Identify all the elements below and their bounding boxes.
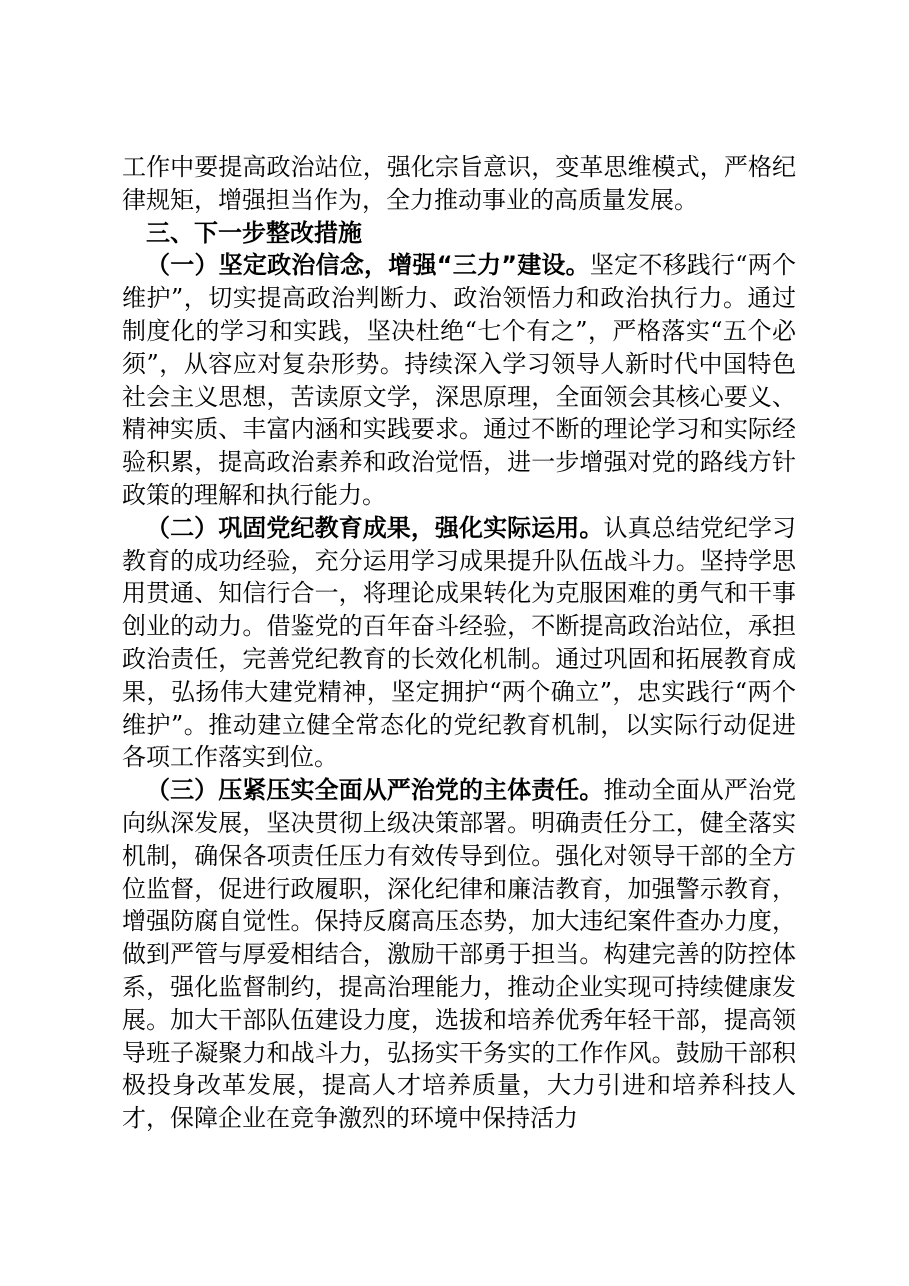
measure-body-1: 坚定不移践行“两个维护”，切实提高政治判断力、政治领悟力和政治执行力。通过制度化的学习和实践，坚决杜绝“七个有之”，严格落实“五个必须”，从容应对复杂形势。持续深入学习领导人新时代中国特色社会主义思想，苦读原文学，深思原理，全面领会其核心要义、精神实质、丰富内涵和实践要求。通过不断的理论学习和实际经验积累，提高政治素养和政治觉悟，进一步增强对党的路线方针政策的理解和执行能力。	[122, 251, 796, 509]
measure-body-2: 认真总结党纪学习教育的成功经验，充分运用学习成果提升队伍战斗力。坚持学思用贯通、知信行合一，将理论成果转化为克服困难的勇气和干事创业的动力。借鉴党的百年奋斗经验，不断提高政治站位，承担政治责任，完善党纪教育的长效化机制。通过巩固和拓展教育成果，弘扬伟大建党精神，坚定拥护“两个确立”，忠实践行“两个维护”。推动建立健全常态化的党纪教育机制，以实际行动促进各项工作落实到位。	[122, 513, 797, 772]
measure-paragraph-2	[122, 512, 796, 774]
measure-lead-2: （二）巩固党纪教育成果，强化实际运用。	[146, 513, 604, 542]
section-heading: 三、下一步整改措施	[146, 218, 362, 247]
continuation-paragraph: 工作中要提高政治站位，强化宗旨意识，变革思维模式，严格纪律规矩，增强担当作为，全力推动事业的高质量发展。	[122, 153, 796, 214]
measure-body-3: 推动全面从严治党向纵深发展，坚决贯彻上级决策部署。明确责任分工，健全落实机制，确保各项责任压力有效传导到位。强化对领导干部的全方位监督，促进行政履职，深化纪律和廉洁教育，加强警示教育，增强防腐自觉性。保持反腐高压态势，加大违纪案件查办力度，做到严管与厚爱相结合，激励干部勇于担当。构建完善的防控体系，强化监督制约，提高治理能力，推动企业实现可持续健康发展。加大干部队伍建设力度，选拔和培养优秀年轻干部，提高领导班子凝聚力和战斗力，弘扬实干务实的工作作风。鼓励干部积极投身改革发展，提高人才培养质量，大力引进和培养科技人才，保障企业在竞争激烈的环境中保持活力	[122, 776, 797, 1133]
measure-paragraph-1	[122, 249, 796, 511]
measure-lead-1: （一）坚定政治信念，增强“三力”建设。	[146, 251, 590, 280]
document-body	[122, 151, 796, 1135]
measure-lead-3: （三）压紧压实全面从严治党的主体责任。	[146, 776, 604, 805]
measure-paragraph-3	[122, 774, 796, 1135]
